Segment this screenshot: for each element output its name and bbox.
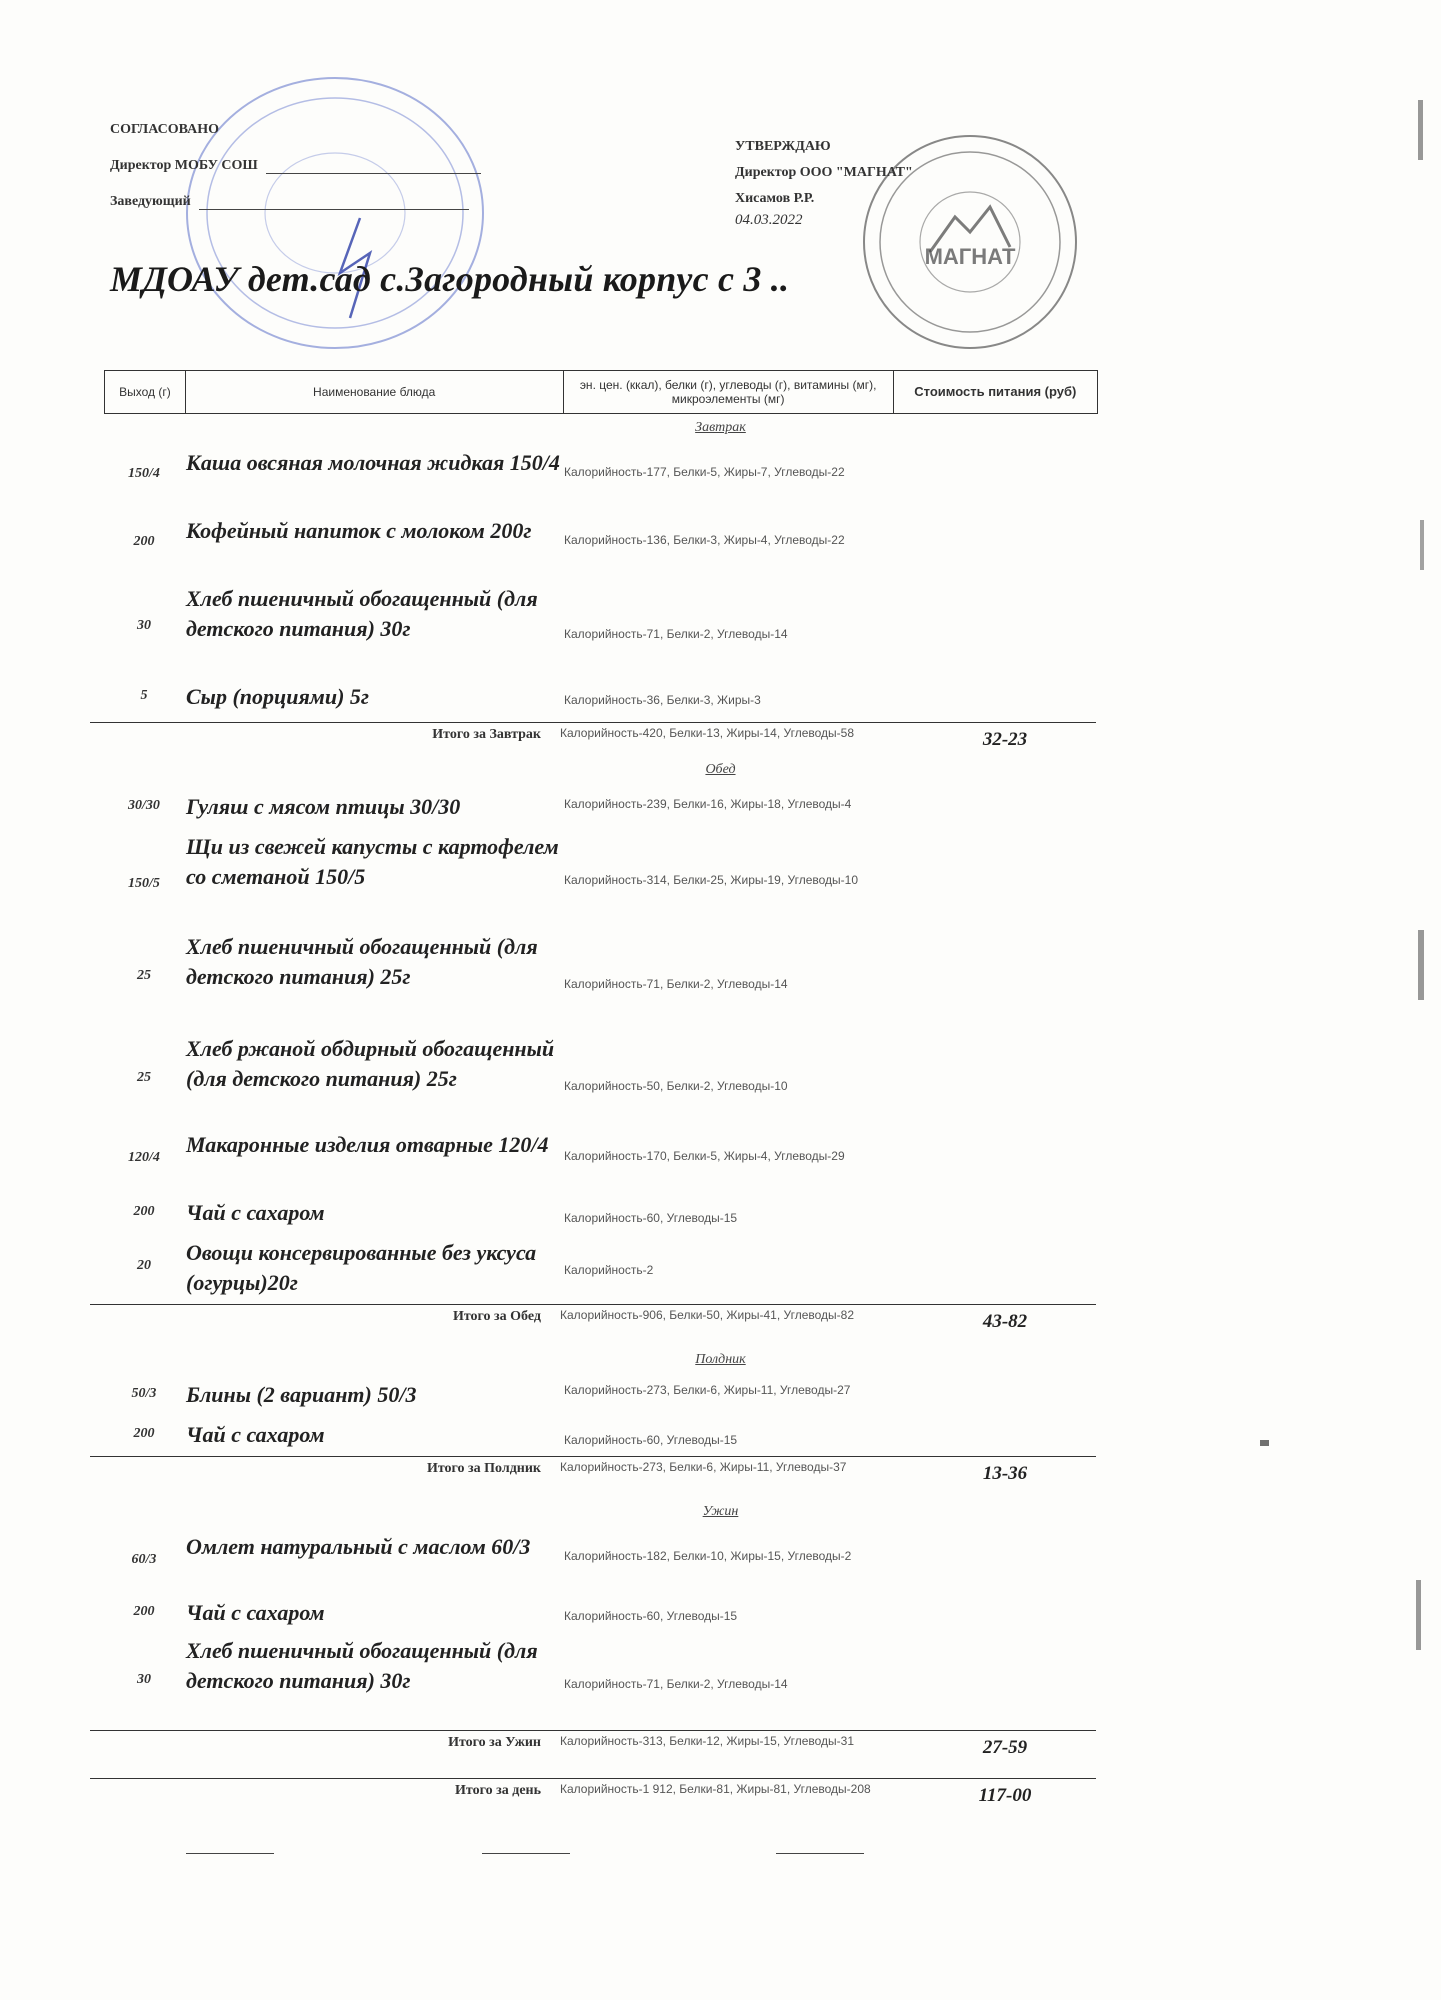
row-output: 20: [137, 1258, 151, 1273]
row-values: Калорийность-177, Белки-5, Жиры-7, Углеводы-22: [564, 465, 845, 479]
approval-right-line1: УТВЕРЖДАЮ: [735, 139, 831, 154]
row-name: Хлеб пшеничный обогащенный (для детского питания) 30г: [186, 1638, 538, 1693]
total-values: Калорийность-313, Белки-12, Жиры-15, Углеводы-31: [560, 1734, 854, 1748]
total-values: Калорийность-420, Белки-13, Жиры-14, Углеводы-58: [560, 726, 854, 740]
row-values: Калорийность-71, Белки-2, Углеводы-14: [564, 977, 788, 991]
row-output: 200: [133, 1204, 155, 1219]
col-price: Стоимость питания (руб): [914, 384, 1077, 399]
approval-left: [110, 122, 530, 230]
row-name: Щи из свежей капусты с картофелем со сметаной 150/5: [186, 834, 559, 889]
row-name: Овощи консервированные без уксуса (огурцы)20г: [186, 1240, 537, 1295]
row-output: 5: [140, 688, 148, 703]
row-values: Калорийность-239, Белки-16, Жиры-18, Углеводы-4: [564, 797, 852, 811]
section-title: Завтрак: [695, 420, 746, 435]
col-output: Выход (г): [105, 371, 186, 413]
row-name: Чай с сахаром: [186, 1422, 325, 1447]
row-output: 200: [133, 1604, 155, 1619]
row-output: 30: [137, 1672, 151, 1687]
total-values: Калорийность-273, Белки-6, Жиры-11, Углеводы-37: [560, 1460, 847, 1474]
row-name: Чай с сахаром: [186, 1600, 325, 1625]
row-output: 200: [133, 1426, 155, 1441]
row-name: Чай с сахаром: [186, 1200, 325, 1225]
approval-left-line3: [110, 194, 530, 210]
row-name: Блины (2 вариант) 50/3: [186, 1382, 417, 1407]
row-output: 25: [137, 1070, 151, 1085]
row-values: Калорийность-60, Углеводы-15: [564, 1433, 738, 1447]
row-values: Калорийность-71, Белки-2, Углеводы-14: [564, 1677, 788, 1691]
row-output: 30/30: [128, 798, 160, 813]
row-output: 120/4: [128, 1150, 160, 1165]
row-output: 60/3: [131, 1552, 157, 1567]
stamp-text: МАГНАТ: [924, 244, 1016, 269]
row-values: Калорийность-136, Белки-3, Жиры-4, Углеводы-22: [564, 533, 845, 547]
row-values: Калорийность-182, Белки-10, Жиры-15, Углеводы-2: [564, 1549, 852, 1563]
total-row: [90, 1730, 1096, 1777]
signature-line: [482, 1852, 570, 1854]
total-price: 13-36: [982, 1463, 1028, 1484]
row-name: Макаронные изделия отварные 120/4: [186, 1132, 549, 1157]
approval-right-line3: Хисамов Р.Р.: [735, 191, 815, 206]
total-label: Итого за Ужин: [448, 1735, 541, 1750]
row-values: Калорийность-2: [564, 1263, 654, 1277]
row-output: 200: [133, 534, 155, 549]
day-total-price: 117-00: [978, 1785, 1032, 1806]
approval-left-line1: СОГЛАСОВАНО: [110, 122, 219, 137]
total-row: [90, 722, 1096, 763]
total-label: Итого за Обед: [452, 1309, 541, 1324]
row-name: Каша овсяная молочная жидкая 150/4: [186, 450, 560, 475]
approval-right: [735, 134, 913, 228]
total-price: 27-59: [982, 1737, 1028, 1758]
row-name: Сыр (порциями) 5г: [186, 684, 370, 709]
row-name: Гуляш с мясом птицы 30/30: [186, 794, 461, 819]
total-values: Калорийность-906, Белки-50, Жиры-41, Углеводы-82: [560, 1308, 854, 1322]
approval-right-line2: Директор ООО "МАГНАТ": [735, 165, 913, 180]
row-name: Омлет натуральный с маслом 60/3: [186, 1534, 531, 1559]
total-label: Итого за Завтрак: [432, 727, 541, 742]
row-values: Калорийность-60, Углеводы-15: [564, 1609, 738, 1623]
scan-mark: [1418, 930, 1424, 1000]
director-label: Директор МОБУ СОШ: [110, 158, 258, 173]
section-title: Ужин: [702, 1504, 739, 1519]
row-output: 25: [137, 968, 151, 983]
row-output: 30: [137, 618, 151, 633]
row-values: Калорийность-273, Белки-6, Жиры-11, Углеводы-27: [564, 1383, 851, 1397]
total-row: [90, 1304, 1096, 1345]
row-values: Калорийность-36, Белки-3, Жиры-3: [564, 693, 761, 707]
row-name: Хлеб пшеничный обогащенный (для детского питания) 25г: [186, 934, 538, 989]
scan-mark: [1418, 100, 1423, 160]
row-output: 150/5: [128, 876, 160, 891]
row-output: 50/3: [131, 1386, 157, 1401]
scan-mark: [1420, 520, 1424, 570]
day-total-label: Итого за день: [455, 1783, 541, 1798]
page-title: МДОАУ дет.сад с.Загородный корпус с 3 ..: [110, 259, 790, 299]
day-total-row: [90, 1778, 1096, 1825]
total-row: [90, 1456, 1096, 1497]
head-label: Заведующий: [110, 194, 191, 209]
row-values: Калорийность-170, Белки-5, Жиры-4, Углеводы-29: [564, 1149, 845, 1163]
table-header: [104, 370, 1098, 414]
row-values: Калорийность-314, Белки-25, Жиры-19, Углеводы-10: [564, 873, 858, 887]
approval-date: 04.03.2022: [735, 212, 803, 228]
approval-left-line2: [110, 158, 530, 174]
total-price: 43-82: [982, 1311, 1028, 1332]
signature-line: [186, 1852, 274, 1854]
row-values: Калорийность-50, Белки-2, Углеводы-10: [564, 1079, 788, 1093]
row-name: Хлеб пшеничный обогащенный (для детского питания) 30г: [186, 586, 538, 641]
section-title: Полдник: [695, 1352, 746, 1367]
section-title: Обед: [705, 762, 736, 777]
day-total-values: Калорийность-1 912, Белки-81, Жиры-81, Углеводы-208: [560, 1782, 871, 1796]
total-label: Итого за Полдник: [426, 1461, 541, 1476]
row-name: Хлеб ржаной обдирный обогащенный (для детского питания) 25г: [186, 1036, 555, 1091]
signature-line: [776, 1852, 864, 1854]
scan-mark: [1416, 1580, 1421, 1650]
row-output: 150/4: [128, 466, 160, 481]
scan-mark: [1260, 1440, 1269, 1446]
total-price: 32-23: [982, 729, 1028, 750]
col-values: эн. цен. (ккал), белки (г), углеводы (г), витамины (мг), микроэлементы (мг): [564, 371, 894, 413]
row-values: Калорийность-71, Белки-2, Углеводы-14: [564, 627, 788, 641]
row-values: Калорийность-60, Углеводы-15: [564, 1211, 738, 1225]
col-name: Наименование блюда: [186, 371, 564, 413]
row-name: Кофейный напиток с молоком 200г: [186, 518, 532, 543]
